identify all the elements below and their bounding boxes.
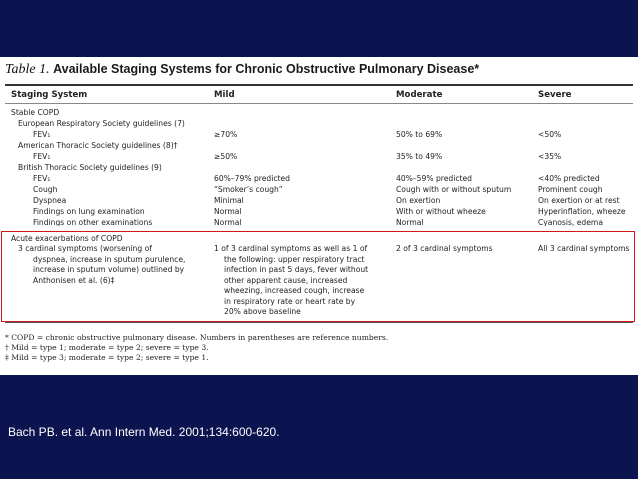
bts-guidelines: British Thoracic Society guidelines (9) <box>18 163 162 172</box>
acute-mild-line3: infection in past 5 days, fever without <box>224 265 369 274</box>
acute-mild-line2: the following: upper respiratory tract <box>224 254 365 264</box>
footnote-asterisk: * COPD = chronic obstructive pulmonary disease. Numbers in parentheses are reference numbers. <box>5 333 389 342</box>
dyspnea-mild: Minimal <box>214 196 244 205</box>
acute-mild-line6: in respiratory rate or heart rate by <box>224 296 356 306</box>
dyspnea-moderate: On exertion <box>396 196 441 205</box>
ats-fev-label: FEV₁ <box>33 152 51 161</box>
table-top-rule <box>5 84 633 86</box>
highlight-box <box>1 231 635 322</box>
acute-criteria-line4: Anthonisen et al. (6)‡ <box>33 275 115 285</box>
ers-fev-mild: ≥70% <box>214 130 238 139</box>
cough-mild: “Smoker’s cough” <box>214 185 283 194</box>
footnote-double-dagger: ‡ Mild = type 3; moderate = type 2; severe = type 1. <box>5 353 209 362</box>
acute-severe: All 3 cardinal symptoms <box>538 244 630 253</box>
ats-guidelines: American Thoracic Society guidelines (8)† <box>18 141 178 150</box>
ats-fev-severe: <35% <box>538 152 562 161</box>
acute-mild-line4: other apparent cause, increased <box>224 275 348 285</box>
dyspnea-label: Dyspnea <box>33 196 67 205</box>
other-exam-label: Findings on other examinations <box>33 218 153 226</box>
lung-exam-label: Findings on lung examination <box>33 207 145 216</box>
header-rule <box>5 103 633 104</box>
cough-label: Cough <box>33 185 58 194</box>
acute-criteria-line2: dyspnea, increase in sputum purulence, <box>33 254 186 264</box>
lung-exam-mild: Normal <box>214 207 242 216</box>
other-exam-mild: Normal <box>214 218 242 226</box>
bts-fev-severe: <40% predicted <box>538 174 600 183</box>
header-mild: Mild <box>214 90 235 100</box>
citation-text: Bach PB. et al. Ann Intern Med. 2001;134:600-620. <box>8 425 280 439</box>
bts-fev-mild: 60%–79% predicted <box>214 174 290 183</box>
header-severe: Severe <box>538 90 572 100</box>
table-title-text: Available Staging Systems for Chronic Obstructive Pulmonary Disease* <box>53 62 480 76</box>
acute-moderate: 2 of 3 cardinal symptoms <box>396 244 493 253</box>
acute-criteria-line3: increase in sputum volume) outlined by <box>33 265 185 274</box>
section-stable-copd: Stable COPD <box>11 108 60 117</box>
section-acute-exacerbations: Acute exacerbations of COPD <box>11 234 123 243</box>
ats-fev-mild: ≥50% <box>214 152 238 161</box>
lung-exam-moderate: With or without wheeze <box>396 207 486 216</box>
cough-severe: Prominent cough <box>538 185 603 194</box>
acute-criteria-line1: 3 cardinal symptoms (worsening of <box>18 244 152 253</box>
bts-fev-moderate: 40%–59% predicted <box>396 174 472 183</box>
acute-mild-line7: 20% above baseline <box>224 307 301 316</box>
lung-exam-severe: Hyperinflation, wheeze <box>538 207 626 216</box>
table-title <box>5 62 479 78</box>
header-moderate: Moderate <box>396 90 443 100</box>
bts-fev-label: FEV₁ <box>33 174 51 183</box>
top-banner <box>0 0 638 57</box>
acute-mild-line1: 1 of 3 cardinal symptoms as well as 1 of <box>214 244 368 253</box>
cough-moderate: Cough with or without sputum <box>396 185 512 194</box>
footnote-dagger: † Mild = type 1; moderate = type 2; severe = type 3. <box>5 343 209 352</box>
table-label: Table 1. <box>5 62 50 77</box>
header-staging-system: Staging System <box>11 90 88 100</box>
dyspnea-severe: On exertion or at rest <box>538 196 620 205</box>
ers-fev-severe: <50% <box>538 130 562 139</box>
other-exam-moderate: Normal <box>396 218 424 226</box>
ers-guidelines: European Respiratory Society guidelines (7) <box>18 119 185 128</box>
ers-fev-moderate: 50% to 69% <box>396 130 443 139</box>
table-bottom-rule <box>5 322 633 323</box>
ers-fev-label: FEV₁ <box>33 130 51 139</box>
acute-mild-line5: wheezing, increased cough, increase <box>224 286 365 295</box>
ats-fev-moderate: 35% to 49% <box>396 152 443 161</box>
other-exam-severe: Cyanosis, edema <box>538 218 603 226</box>
